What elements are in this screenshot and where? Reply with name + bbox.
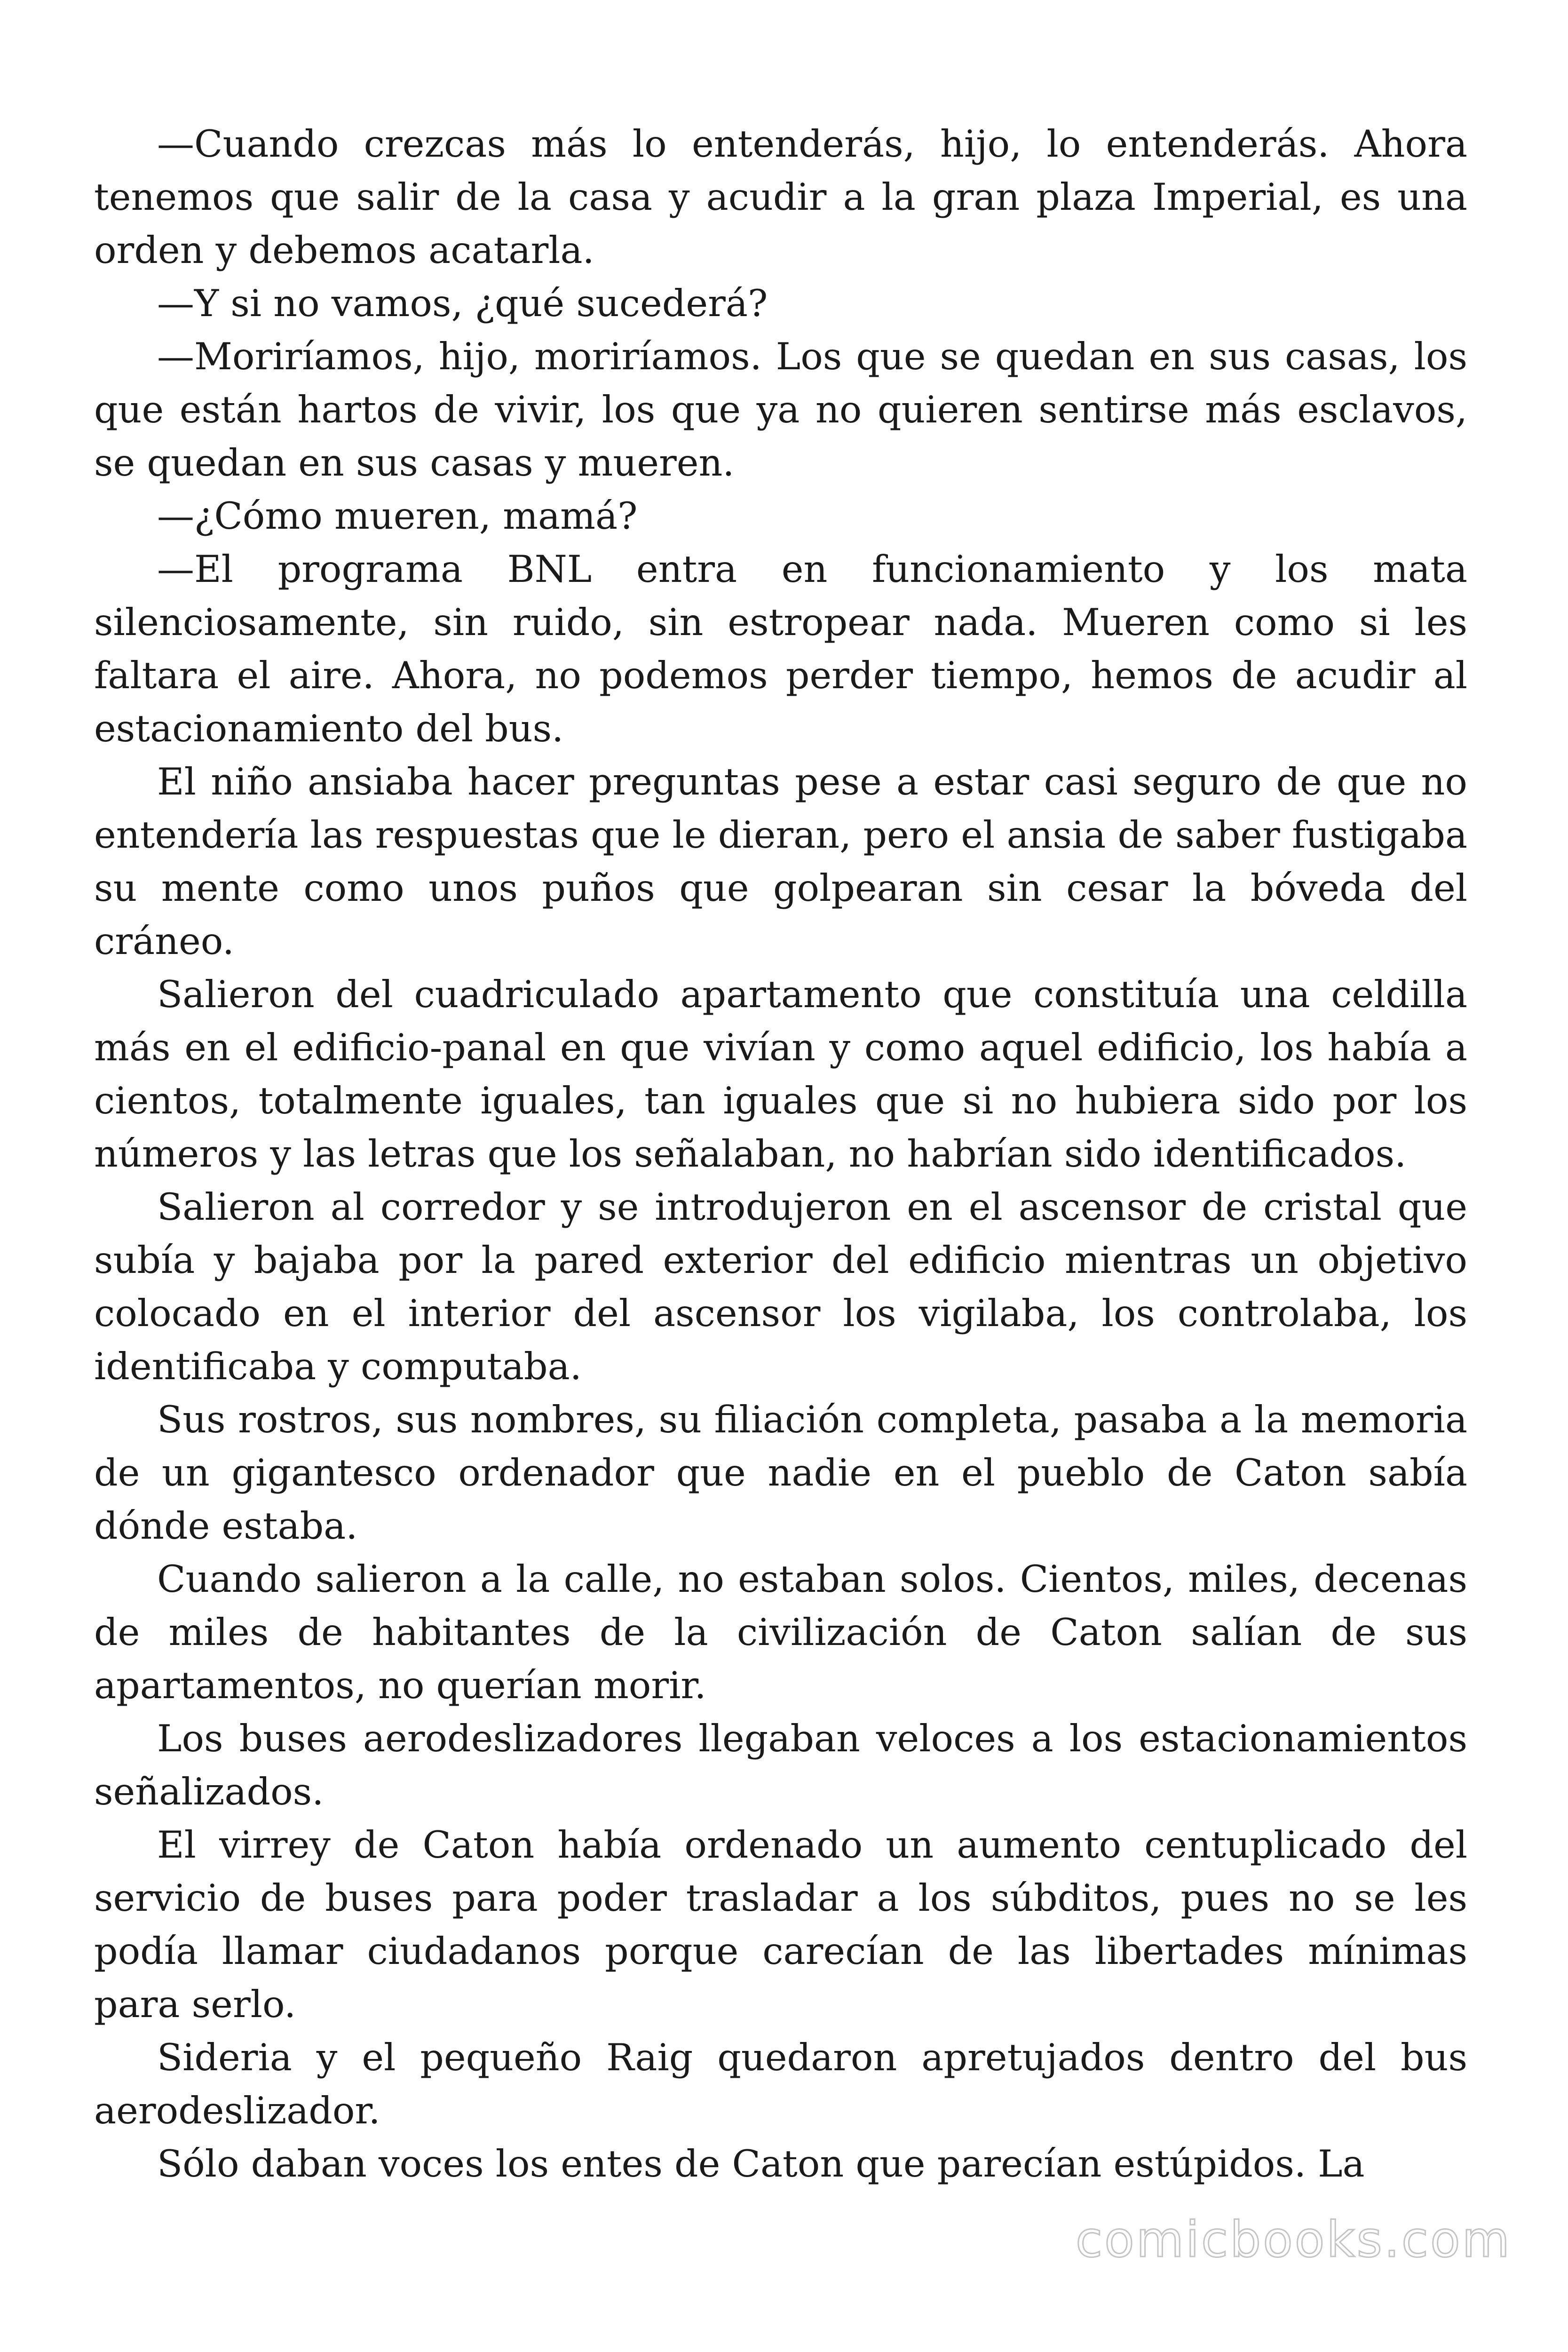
paragraph-14: Sólo daban voces los entes de Caton que parecían estúpidos. La — [157, 2142, 1365, 2185]
paragraph-8: Salieron al corredor y se introdujeron en el ascensor de cristal que subía y bajaba por la pared exterior del edificio mientras un objetivo colocado en el interior del ascensor los vigilaba, los controlaba, los identificaba y computaba. — [94, 1185, 1467, 1388]
paragraph-3: —Moriríamos, hijo, moriríamos. Los que se quedan en sus casas, los que están hartos de vivir, los que ya no quieren sentirse más esclavos, se quedan en sus casas y mueren. — [94, 335, 1467, 485]
paragraph-11: Los buses aerodeslizadores llegaban veloces a los estacionamientos señalizados. — [94, 1717, 1467, 1813]
paragraph-10: Cuando salieron a la calle, no estaban solos. Cientos, miles, decenas de miles de habitantes de la civilización de Caton salían de sus apartamentos, no querían morir. — [94, 1557, 1467, 1707]
paragraph-6: El niño ansiaba hacer preguntas pese a estar casi seguro de que no entendería las respuestas que le dieran, pero el ansia de saber fustigaba su mente como unos puños que golpearan sin cesar la bóveda del cráneo. — [94, 760, 1467, 963]
paragraph-2: —Y si no vamos, ¿qué sucederá? — [157, 282, 768, 325]
site-watermark: comicbooks.com — [1075, 2211, 1512, 2268]
paragraph-7: Salieron del cuadriculado apartamento que constituía una celdilla más en el edificio-panal en que vivían y como aquel edificio, los había a cientos, totalmente iguales, tan iguales que si no hubiera sido por los números y las letras que los señalaban, no habrían sido identificados. — [94, 973, 1467, 1176]
page-body-text — [94, 118, 1467, 2191]
paragraph-12: El virrey de Caton había ordenado un aumento centuplicado del servicio de buses para poder trasladar a los súbditos, pues no se les podía llamar ciudadanos porque carecían de las libertades mínimas para serlo. — [94, 1823, 1467, 2026]
paragraph-4: —¿Cómo mueren, mamá? — [157, 494, 638, 538]
paragraph-9: Sus rostros, sus nombres, su filiación completa, pasaba a la memoria de un gigantesco ordenador que nadie en el pueblo de Caton sabía dónde estaba. — [94, 1398, 1467, 1548]
paragraph-13: Sideria y el pequeño Raig quedaron apretujados dentro del bus aerodeslizador. — [94, 2036, 1467, 2132]
paragraph-1: —Cuando crezcas más lo entenderás, hijo, lo entenderás. Ahora tenemos que salir de la casa y acudir a la gran plaza Imperial, es una orden y debemos acatarla. — [94, 122, 1467, 272]
paragraph-5: —El programa BNL entra en funcionamiento y los mata silenciosamente, sin ruido, sin estropear nada. Mueren como si les faltara el aire. Ahora, no podemos perder tiempo, hemos de acudir al estacionamiento del bus. — [94, 548, 1467, 750]
